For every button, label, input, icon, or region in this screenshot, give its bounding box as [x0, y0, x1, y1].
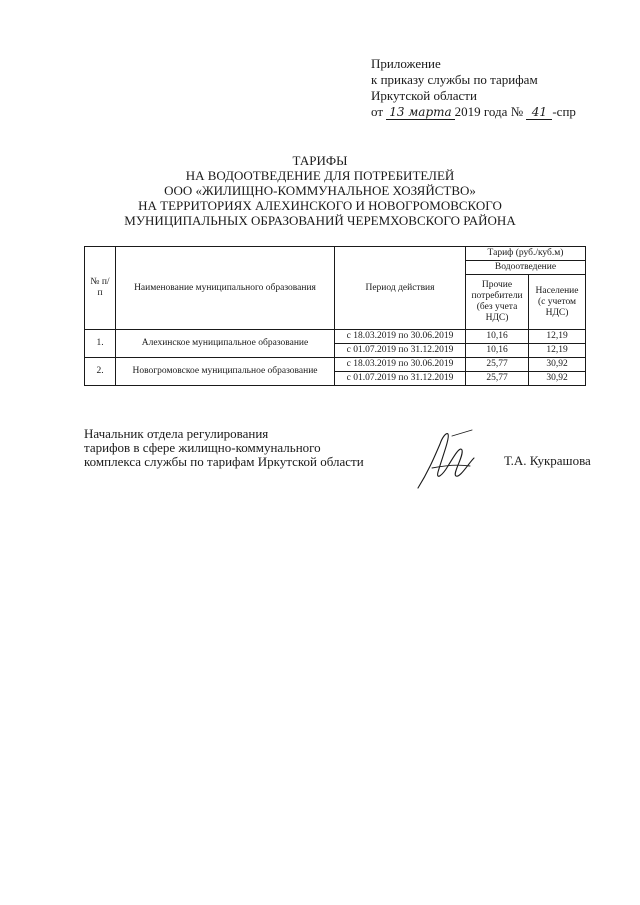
appendix-block [371, 56, 576, 120]
header-tariff: Тариф (руб./куб.м) [466, 247, 586, 261]
appendix-order-ref: к приказу службы по тарифам [371, 72, 538, 87]
signature-block [84, 427, 364, 469]
row-num: 2. [85, 358, 116, 386]
row-population: 30,92 [529, 358, 586, 372]
tariff-table [84, 246, 586, 386]
header-service: Водоотведение [466, 261, 586, 275]
row-other: 25,77 [466, 372, 529, 386]
title-line-1: ТАРИФЫ [292, 153, 348, 168]
header-num: № п/п [85, 247, 116, 330]
appendix-year: 2019 года № [454, 104, 524, 119]
row-population: 12,19 [529, 330, 586, 344]
header-other: Прочие потребители (без учета НДС) [466, 275, 529, 330]
appendix-date-line [371, 104, 576, 120]
row-period: с 18.03.2019 по 30.06.2019 [335, 358, 466, 372]
appendix-prefix: от [371, 104, 384, 119]
appendix-suffix: -спр [552, 104, 576, 119]
row-period: с 01.07.2019 по 31.12.2019 [335, 344, 466, 358]
signature-position-1: Начальник отдела регулирования [84, 426, 269, 441]
signer-name: Т.А. Кукрашова [504, 453, 591, 468]
signature-position-2: тарифов в сфере жилищно-коммунального [84, 440, 321, 455]
row-other: 10,16 [466, 344, 529, 358]
row-population: 12,19 [529, 344, 586, 358]
title-line-3: ООО «ЖИЛИЩНО-КОММУНАЛЬНОЕ ХОЗЯЙСТВО» [164, 183, 476, 198]
row-other: 10,16 [466, 330, 529, 344]
appendix-region: Иркутской области [371, 88, 477, 103]
title-line-4: НА ТЕРРИТОРИЯХ АЛЕХИНСКОГО И НОВОГРОМОВСКОГО [138, 198, 502, 213]
row-name: Новогромовское муниципальное образование [116, 358, 335, 386]
row-period: с 18.03.2019 по 30.06.2019 [335, 330, 466, 344]
header-name: Наименование муниципального образования [116, 247, 335, 330]
row-name: Алехинское муниципальное образование [116, 330, 335, 358]
handwritten-number: 41 [526, 106, 552, 120]
table-row [85, 330, 586, 344]
header-row-1 [85, 247, 586, 261]
header-period: Период действия [335, 247, 466, 330]
signature-position-3: комплекса службы по тарифам Иркутской области [84, 454, 364, 469]
row-num: 1. [85, 330, 116, 358]
handwritten-signature-icon [412, 428, 482, 492]
appendix-title: Приложение [371, 56, 441, 71]
document-title [80, 153, 560, 228]
row-other: 25,77 [466, 358, 529, 372]
row-period: с 01.07.2019 по 31.12.2019 [335, 372, 466, 386]
title-line-5: МУНИЦИПАЛЬНЫХ ОБРАЗОВАНИЙ ЧЕРЕМХОВСКОГО РАЙОНА [124, 213, 516, 228]
handwritten-date: 13 марта [386, 106, 454, 120]
table-row [85, 358, 586, 372]
header-population: Население (с учетом НДС) [529, 275, 586, 330]
title-line-2: НА ВОДООТВЕДЕНИЕ ДЛЯ ПОТРЕБИТЕЛЕЙ [185, 168, 455, 183]
row-population: 30,92 [529, 372, 586, 386]
